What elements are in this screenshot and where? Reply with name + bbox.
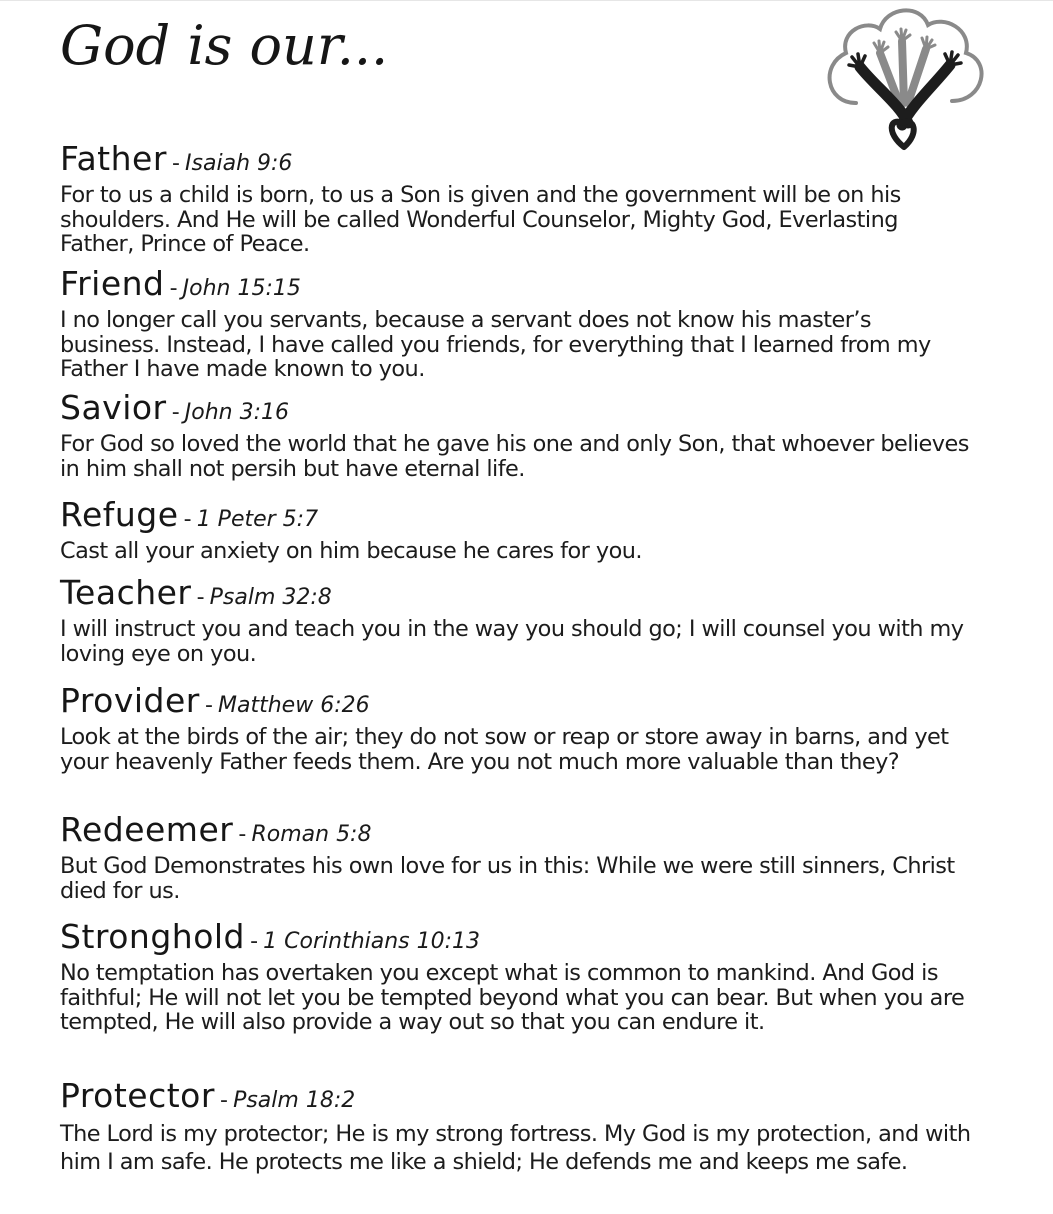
entry-reference: 1 Peter 5:7 [196,507,319,532]
entry-savior [60,390,975,481]
entry-verse: For God so loved the world that he gave his one and only Son, that whoever believes in him shall not persih but have eternal life. [60,431,969,482]
entry-term: Friend [60,264,165,303]
entry-heading [60,1078,975,1120]
entry-term: Savior [60,388,167,427]
entry-separator: - [169,276,178,301]
entry-separator: - [183,507,192,532]
entry-teacher [60,575,975,666]
entry-verse: I no longer call you servants, because a servant does not know his master’s business. Instead, I have called you friends, for everything that I learned from my Father I have made known to you. [60,307,931,382]
entry-verse: For to us a child is born, to us a Son is given and the government will be on his shoulders. And He will be called Wonderful Counselor, Mighty God, Everlasting Father, Prince of Peace. [60,182,901,257]
entry-reference: Isaiah 9:6 [185,151,293,176]
entry-verse: Cast all your anxiety on him because he cares for you. [60,538,642,564]
entry-friend [60,266,975,382]
entry-separator: - [238,822,247,847]
entry-heading [60,683,975,725]
entry-verse: The Lord is my protector; He is my strong fortress. My God is my protection, and with him I am safe. He protects me like a shield; He defends me and keeps me safe. [60,1121,971,1175]
entry-reference: 1 Corinthians 10:13 [263,929,481,954]
entry-refuge [60,497,975,564]
entry-verse: But God Demonstrates his own love for us in this: While we were still sinners, Christ died for us. [60,853,955,904]
entry-heading [60,575,975,617]
entry-term: Protector [60,1076,215,1115]
entry-separator: - [250,929,259,954]
entry-separator: - [172,151,180,176]
entry-stronghold [60,919,975,1035]
entry-protector [60,1078,975,1176]
entry-verse: No temptation has overtaken you except what is common to mankind. And God is faithful; He will not let you be tempted beyond what you can bear. But when you are tempted, He will also provide a way out so that you can endure it. [60,960,965,1035]
entry-reference: John 3:16 [184,400,289,425]
entry-heading [60,390,975,432]
entry-separator: - [220,1088,228,1113]
entry-heading [60,141,975,183]
entry-reference: John 15:15 [182,276,301,301]
entry-term: Stronghold [60,917,246,956]
entry-reference: Psalm 32:8 [209,585,332,610]
entry-reference: Matthew 6:26 [218,693,370,718]
entry-separator: - [204,693,213,718]
entry-separator: - [171,400,180,425]
entry-heading [60,266,975,308]
hands-tree-heart-logo-icon [820,5,986,155]
entry-heading [60,812,975,854]
entry-heading [60,919,975,961]
entry-term: Teacher [60,573,192,612]
entry-provider [60,683,975,774]
entry-verse: Look at the birds of the air; they do not sow or reap or store away in barns, and yet your heavenly Father feeds them. Are you not much more valuable than they? [60,724,949,775]
entry-reference: Psalm 18:2 [233,1088,356,1113]
entry-heading [60,497,975,539]
entry-redeemer [60,812,975,903]
entry-reference: Roman 5:8 [251,822,372,847]
entry-term: Provider [60,681,200,720]
entry-term: Redeemer [60,810,234,849]
entry-father [60,141,975,257]
entry-verse: I will instruct you and teach you in the way you should go; I will counsel you with my loving eye on you. [60,616,964,667]
entry-term: Refuge [60,495,179,534]
entry-separator: - [196,585,205,610]
page-title: God is our... [60,14,389,77]
entry-term: Father [60,139,167,178]
